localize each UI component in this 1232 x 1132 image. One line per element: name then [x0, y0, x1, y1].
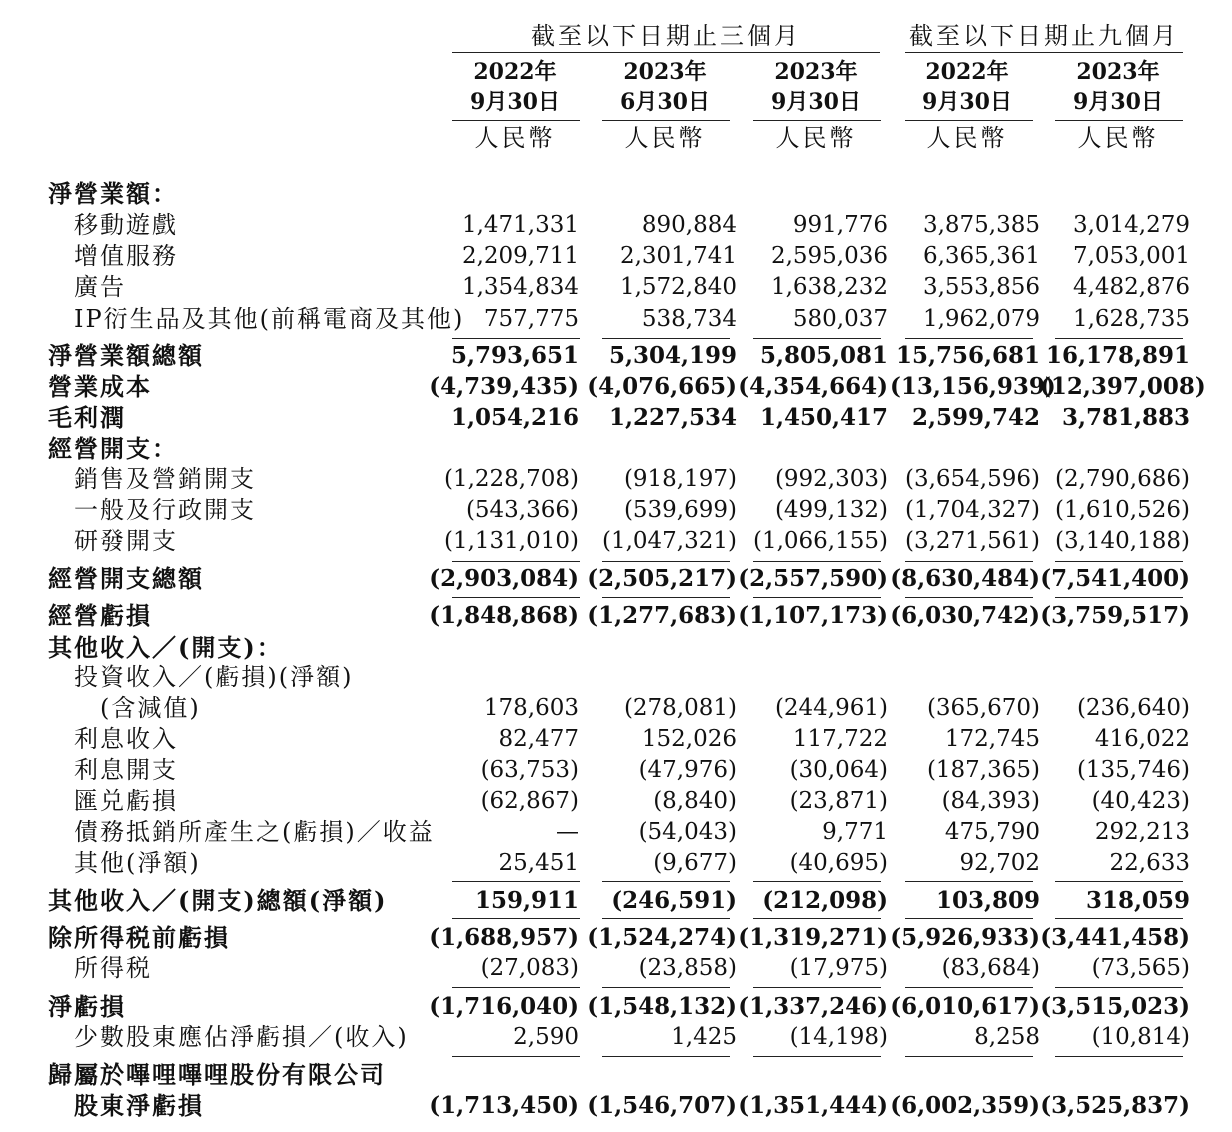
row-value: (1,337,246) — [738, 993, 888, 1020]
subtotal-rule — [602, 338, 730, 339]
row-value: 991,776 — [792, 212, 888, 238]
row-value: 3,014,279 — [1072, 212, 1190, 238]
row-value: (1,848,868) — [429, 602, 579, 629]
row-value: (2,557,590) — [738, 565, 888, 592]
row-value: 1,227,534 — [608, 404, 737, 431]
row-value: (365,670) — [926, 695, 1040, 721]
row-value: (13,156,939) — [890, 373, 1056, 400]
row-value: 25,451 — [498, 850, 579, 876]
row-value: 2,599,742 — [911, 404, 1040, 431]
table-row — [0, 953, 1232, 984]
row-value: (992,303) — [774, 466, 888, 492]
row-value: 152,026 — [641, 726, 737, 752]
row-value: 580,037 — [792, 306, 888, 332]
table-row — [0, 464, 1232, 495]
row-label: 歸屬於嗶哩嗶哩股份有限公司 — [48, 1060, 386, 1089]
header-nine-months: 截至以下日期止九個月 — [909, 22, 1179, 50]
table-row — [0, 340, 1232, 371]
row-value: (1,524,274) — [587, 924, 737, 951]
col-rule — [602, 120, 730, 121]
row-value: (4,739,435) — [429, 373, 579, 400]
col-currency: 人民幣 — [1077, 124, 1159, 152]
row-value: 4,482,876 — [1072, 274, 1190, 300]
row-value: (5,926,933) — [890, 924, 1040, 951]
row-value: (1,107,173) — [738, 602, 888, 629]
row-value: (83,684) — [941, 955, 1040, 981]
table-row — [0, 600, 1232, 631]
col-date: 9月30日 — [922, 89, 1012, 115]
table-row — [0, 991, 1232, 1022]
row-value: 1,638,232 — [770, 274, 888, 300]
row-value: 15,756,681 — [895, 342, 1040, 369]
row-value: 9,771 — [822, 819, 888, 845]
subtotal-rule — [1055, 881, 1183, 882]
table-row — [0, 304, 1232, 335]
row-value: 3,781,883 — [1061, 404, 1190, 431]
row-label: 其他收入／(開支)總額(淨額) — [48, 886, 388, 915]
row-value: (3,271,561) — [904, 528, 1040, 554]
row-label: 廣告 — [74, 273, 126, 301]
row-value: 5,793,651 — [450, 342, 579, 369]
row-value: (54,043) — [638, 819, 737, 845]
row-value: 159,911 — [474, 887, 579, 914]
row-value: 5,304,199 — [608, 342, 737, 369]
row-value: (17,975) — [789, 955, 888, 981]
row-value: 22,633 — [1109, 850, 1190, 876]
row-value: 1,054,216 — [450, 404, 579, 431]
row-value: (62,867) — [480, 788, 579, 814]
subtotal-rule — [602, 918, 730, 919]
row-label: IP衍生品及其他(前稱電商及其他) — [74, 305, 465, 333]
row-value: (2,903,084) — [429, 565, 579, 592]
table-row — [0, 786, 1232, 817]
row-value: 2,590 — [513, 1024, 579, 1050]
row-value: (10,814) — [1091, 1024, 1190, 1050]
row-value: 103,809 — [935, 887, 1040, 914]
col-date: 9月30日 — [470, 89, 560, 115]
row-value: (3,525,837) — [1040, 1092, 1190, 1119]
subtotal-rule — [602, 881, 730, 882]
row-value: (6,002,359) — [890, 1092, 1040, 1119]
row-value: 117,722 — [792, 726, 888, 752]
row-value: (1,319,271) — [738, 924, 888, 951]
row-value: (1,131,010) — [443, 528, 579, 554]
subtotal-rule — [602, 597, 730, 598]
row-value: (543,366) — [465, 497, 579, 523]
subtotal-rule — [905, 881, 1033, 882]
col-currency: 人民幣 — [926, 124, 1008, 152]
row-label: 毛利潤 — [48, 403, 126, 432]
subtotal-rule — [452, 338, 580, 339]
row-value: 1,962,079 — [922, 306, 1040, 332]
col-date: 9月30日 — [1073, 89, 1163, 115]
row-value: 3,553,856 — [922, 274, 1040, 300]
col-year: 2023年 — [774, 59, 858, 85]
row-value: (40,695) — [789, 850, 888, 876]
row-value: 172,745 — [944, 726, 1040, 752]
subtotal-rule — [452, 597, 580, 598]
table-row — [0, 495, 1232, 526]
header-rule-three-months — [452, 52, 880, 53]
subtotal-rule — [753, 1056, 881, 1057]
row-value: 16,178,891 — [1045, 342, 1190, 369]
row-value: (6,030,742) — [890, 602, 1040, 629]
row-label: 利息開支 — [74, 756, 178, 784]
row-value: 3,875,385 — [922, 212, 1040, 238]
table-row — [0, 178, 1232, 209]
row-value: 890,884 — [641, 212, 737, 238]
row-label: 經營開支總額 — [48, 564, 204, 593]
col-year: 2022年 — [925, 59, 1009, 85]
subtotal-rule — [602, 1056, 730, 1057]
row-value: (1,704,327) — [904, 497, 1040, 523]
subtotal-rule — [905, 338, 1033, 339]
col-year: 2023年 — [623, 59, 707, 85]
row-label: 除所得税前虧損 — [48, 923, 230, 952]
row-value: (3,654,596) — [904, 466, 1040, 492]
col-rule — [452, 120, 580, 121]
subtotal-rule — [753, 561, 881, 562]
row-value: (499,132) — [774, 497, 888, 523]
subtotal-rule — [905, 597, 1033, 598]
table-row — [0, 1022, 1232, 1053]
subtotal-rule — [905, 987, 1033, 988]
row-value: 416,022 — [1094, 726, 1190, 752]
row-value: (8,630,484) — [890, 565, 1040, 592]
row-label: 利息收入 — [74, 725, 178, 753]
subtotal-rule — [1055, 918, 1183, 919]
row-value: (1,716,040) — [429, 993, 579, 1020]
subtotal-rule — [753, 597, 881, 598]
row-value: 1,471,331 — [461, 212, 579, 238]
row-value: (27,083) — [480, 955, 579, 981]
subtotal-rule — [452, 918, 580, 919]
subtotal-rule — [753, 881, 881, 882]
table-row — [0, 433, 1232, 464]
row-value: (3,759,517) — [1040, 602, 1190, 629]
subtotal-rule — [753, 987, 881, 988]
row-value: (3,140,188) — [1054, 528, 1190, 554]
row-value: (246,591) — [611, 887, 737, 914]
row-label: 所得税 — [74, 954, 152, 982]
row-value: 2,301,741 — [619, 243, 737, 269]
row-value: (135,746) — [1076, 757, 1190, 783]
row-value: (23,858) — [638, 955, 737, 981]
subtotal-rule — [452, 1056, 580, 1057]
row-label: 匯兑虧損 — [74, 787, 178, 815]
subtotal-rule — [753, 338, 881, 339]
row-value: (1,066,155) — [752, 528, 888, 554]
row-value: (1,351,444) — [738, 1092, 888, 1119]
subtotal-rule — [602, 987, 730, 988]
row-label: 經營虧損 — [48, 601, 152, 630]
subtotal-rule — [1055, 1056, 1183, 1057]
row-label: 經營開支： — [48, 434, 178, 463]
table-row — [0, 371, 1232, 402]
row-value: (539,699) — [623, 497, 737, 523]
row-value: (2,790,686) — [1054, 466, 1190, 492]
row-value: 2,595,036 — [770, 243, 888, 269]
col-date: 9月30日 — [771, 89, 861, 115]
subtotal-rule — [905, 561, 1033, 562]
row-value: 82,477 — [498, 726, 579, 752]
row-label: 營業成本 — [48, 372, 152, 401]
row-value: 292,213 — [1094, 819, 1190, 845]
row-value: (6,010,617) — [890, 993, 1040, 1020]
subtotal-rule — [1055, 597, 1183, 598]
row-value: 538,734 — [641, 306, 737, 332]
row-value: — — [556, 819, 579, 845]
table-row — [0, 272, 1232, 303]
row-label: 銷售及營銷開支 — [74, 465, 256, 493]
row-value: (244,961) — [774, 695, 888, 721]
subtotal-rule — [1055, 338, 1183, 339]
table-row — [0, 662, 1232, 693]
row-value: (40,423) — [1091, 788, 1190, 814]
row-value: (23,871) — [789, 788, 888, 814]
subtotal-rule — [602, 561, 730, 562]
table-row — [0, 526, 1232, 557]
row-label: 淨營業額： — [48, 179, 178, 208]
row-value: (1,277,683) — [587, 602, 737, 629]
table-row — [0, 632, 1232, 663]
row-label: 其他收入／(開支)： — [48, 633, 283, 662]
col-year: 2022年 — [473, 59, 557, 85]
row-value: 178,603 — [483, 695, 579, 721]
row-value: (1,548,132) — [587, 993, 737, 1020]
row-value: (187,365) — [926, 757, 1040, 783]
row-label: 其他(淨額) — [74, 849, 201, 877]
row-value: (1,228,708) — [443, 466, 579, 492]
row-value: (8,840) — [653, 788, 737, 814]
col-date: 6月30日 — [620, 89, 710, 115]
subtotal-rule — [452, 987, 580, 988]
row-label: 股東淨虧損 — [74, 1091, 204, 1120]
row-value: 1,572,840 — [619, 274, 737, 300]
row-value: 475,790 — [944, 819, 1040, 845]
row-value: (212,098) — [762, 887, 888, 914]
subtotal-rule — [1055, 561, 1183, 562]
row-value: 318,059 — [1085, 887, 1190, 914]
row-value: (1,610,526) — [1054, 497, 1190, 523]
row-value: (84,393) — [941, 788, 1040, 814]
row-label: (含減值) — [100, 694, 201, 722]
row-label: 投資收入／(虧損)(淨額) — [74, 663, 354, 691]
row-value: (3,515,023) — [1040, 993, 1190, 1020]
row-value: 2,209,711 — [461, 243, 579, 269]
row-label: 研發開支 — [74, 527, 178, 555]
row-value: (7,541,400) — [1040, 565, 1190, 592]
row-value: (1,047,321) — [601, 528, 737, 554]
table-row — [0, 755, 1232, 786]
row-value: (73,565) — [1091, 955, 1190, 981]
col-currency: 人民幣 — [474, 124, 556, 152]
subtotal-rule — [452, 561, 580, 562]
row-value: (63,753) — [480, 757, 579, 783]
row-label: 增值服務 — [74, 242, 178, 270]
table-row — [0, 1059, 1232, 1090]
row-value: 8,258 — [974, 1024, 1040, 1050]
row-value: (4,354,664) — [738, 373, 888, 400]
row-value: 757,775 — [483, 306, 579, 332]
subtotal-rule — [905, 918, 1033, 919]
col-currency: 人民幣 — [624, 124, 706, 152]
row-value: 1,354,834 — [461, 274, 579, 300]
row-value: 7,053,001 — [1072, 243, 1190, 269]
row-value: 1,628,735 — [1072, 306, 1190, 332]
col-rule — [753, 120, 881, 121]
col-rule — [905, 120, 1033, 121]
row-value: (30,064) — [789, 757, 888, 783]
row-label: 移動遊戲 — [74, 211, 178, 239]
row-value: 1,450,417 — [759, 404, 888, 431]
row-label: 淨虧損 — [48, 992, 126, 1021]
row-value: (1,688,957) — [429, 924, 579, 951]
row-value: (9,677) — [653, 850, 737, 876]
table-row — [0, 724, 1232, 755]
col-rule — [1055, 120, 1183, 121]
row-label: 債務抵銷所產生之(虧損)／收益 — [74, 818, 435, 846]
header-three-months: 截至以下日期止三個月 — [531, 22, 801, 50]
row-value: 5,805,081 — [759, 342, 888, 369]
table-row — [0, 922, 1232, 953]
table-row — [0, 402, 1232, 433]
row-value: (1,546,707) — [587, 1092, 737, 1119]
table-row — [0, 563, 1232, 594]
header-rule-nine-months — [905, 52, 1183, 53]
table-row — [0, 241, 1232, 272]
table-row — [0, 693, 1232, 724]
row-value: (3,441,458) — [1040, 924, 1190, 951]
row-value: (4,076,665) — [587, 373, 737, 400]
col-currency: 人民幣 — [775, 124, 857, 152]
row-value: 92,702 — [959, 850, 1040, 876]
row-value: 1,425 — [671, 1024, 737, 1050]
table-row — [0, 210, 1232, 241]
row-value: (1,713,450) — [429, 1092, 579, 1119]
row-value: (12,397,008) — [1040, 373, 1206, 400]
row-value: (14,198) — [789, 1024, 888, 1050]
subtotal-rule — [905, 1056, 1033, 1057]
col-year: 2023年 — [1076, 59, 1160, 85]
row-value: (2,505,217) — [587, 565, 737, 592]
table-row — [0, 885, 1232, 916]
row-value: (236,640) — [1076, 695, 1190, 721]
subtotal-rule — [753, 918, 881, 919]
row-value: 6,365,361 — [922, 243, 1040, 269]
table-row — [0, 1090, 1232, 1121]
table-row — [0, 817, 1232, 848]
row-value: (918,197) — [623, 466, 737, 492]
row-label: 少數股東應佔淨虧損／(收入) — [74, 1023, 409, 1051]
row-label: 淨營業額總額 — [48, 341, 204, 370]
row-label: 一般及行政開支 — [74, 496, 256, 524]
subtotal-rule — [1055, 987, 1183, 988]
row-value: (47,976) — [638, 757, 737, 783]
subtotal-rule — [452, 881, 580, 882]
table-row — [0, 848, 1232, 879]
row-value: (278,081) — [623, 695, 737, 721]
